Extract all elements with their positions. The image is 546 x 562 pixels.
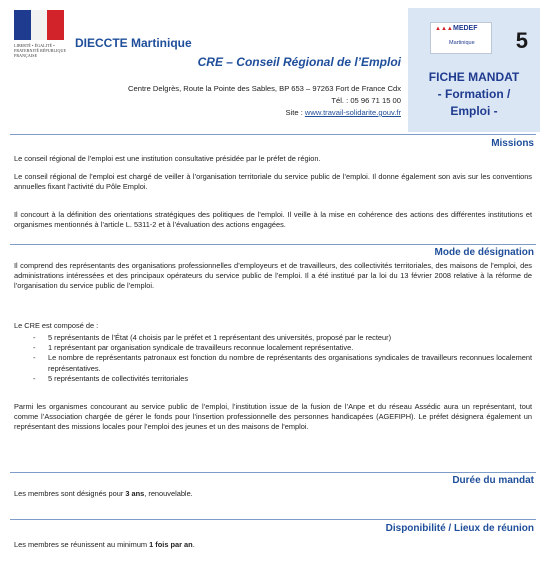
fiche-mandat-box <box>408 8 540 132</box>
section-divider <box>10 134 536 135</box>
list-item <box>14 343 532 353</box>
list-dash: - <box>33 373 36 383</box>
duree-text-start: Les membres sont désignés pour <box>14 489 126 498</box>
site-label: Site : <box>285 108 305 117</box>
designation-title: Mode de désignation <box>434 247 534 258</box>
republique-francaise-logo <box>14 10 68 58</box>
french-flag-icon <box>14 10 64 40</box>
list-item <box>14 333 532 343</box>
contact-block <box>128 83 401 119</box>
list-item-text: Le nombre de représentants patronaux est fonction du nombre de représentants des organisations syndicales de travailleurs reconnues localement représentatives. <box>48 353 532 373</box>
fiche-number: 5 <box>515 28 528 53</box>
logo-caption: LIBERTÉ • ÉGALITÉ • FRATERNITÉ RÉPUBLIQUE FRANÇAISE <box>14 43 66 58</box>
fiche-title-line3: Emploi - <box>450 104 498 118</box>
duree-text <box>14 489 532 499</box>
missions-paragraph-1: Le conseil régional de l’emploi est une institution consultative présidée par le préfet de région. <box>14 154 321 163</box>
list-item-text: 5 représentants de collectivités territoriales <box>48 373 189 383</box>
list-item <box>14 374 532 384</box>
dispo-text-start: Les membres se réunissent au minimum <box>14 540 150 549</box>
list-item-text: 1 représentant par organisation syndicale de travailleurs reconnue localement représentative. <box>48 343 354 353</box>
address-line: Centre Delgrès, Route la Pointe des Sables, BP 653 – 97263 Fort de France Cdx <box>128 84 401 93</box>
composition-intro: Le CRE est composé de : <box>14 321 99 330</box>
site-link[interactable]: www.travail-solidarite.gouv.fr <box>304 108 401 117</box>
dispo-title: Disponibilité / Lieux de réunion <box>385 523 534 534</box>
duree-value: 3 ans <box>125 489 145 498</box>
list-dash: - <box>33 353 36 363</box>
designation-paragraph-1: Il comprend des représentants des organisations professionnelles d’employeurs et de travailleurs, des collectivités territoriales, des maisons de l’emploi, des administrations intéressées et des principaux opérateurs du service public de l’emploi. Il a été institué par la loi du 13 février 2008 relative à la réforme de l’organisation du service public de l’emploi. <box>14 261 532 291</box>
dispo-frequency: 1 fois par an <box>149 540 193 549</box>
list-dash: - <box>33 333 36 342</box>
document-title: CRE – Conseil Régional de l’Emploi <box>197 55 401 69</box>
dispo-text <box>14 540 532 550</box>
medef-region: Martinique <box>449 40 475 46</box>
site-line <box>128 107 401 119</box>
medef-logo <box>430 22 492 54</box>
fiche-title-line1: FICHE MANDAT <box>428 70 520 84</box>
section-divider <box>10 244 536 245</box>
designation-paragraph-2: Parmi les organismes concourant au service public de l’emploi, l’institution issue de la fusion de l’Anpe et du réseau Assédic aura un représentant, tout comme l’Association chargée de gérer le fonds pour l’insertion professionnelle des personnes handicapées (AGEFIPH). Le préfet désignera également un représentant des missions locales pour l’emploi des jeunes et un des maisons de l’emploi. <box>14 402 532 432</box>
section-divider <box>10 472 536 473</box>
missions-paragraph-2: Le conseil régional de l’emploi est chargé de veiller à l’organisation territoriale du service public de l’emploi. Il donne également son avis sur les conventions annuelles fixant l’activité du Pôle Emploi. <box>14 172 532 192</box>
phone-line: Tél. : 05 96 71 15 00 <box>331 96 401 105</box>
duree-title: Durée du mandat <box>452 475 534 486</box>
duree-text-end: , renouvelable. <box>144 489 193 498</box>
list-item-text: 5 représentants de l’État (4 choisis par le préfet et 1 représentant des universités, proposé par le recteur) <box>48 333 392 342</box>
composition-list <box>14 333 532 384</box>
medef-mark-icon: ▲▲▲ <box>435 26 453 32</box>
org-name: DIECCTE Martinique <box>75 36 192 50</box>
missions-title: Missions <box>491 138 534 149</box>
fiche-title-line2: - Formation / <box>437 87 511 101</box>
dispo-text-end: . <box>192 540 195 549</box>
list-item <box>14 353 532 373</box>
medef-name: MEDEF <box>453 25 478 32</box>
section-divider <box>10 519 536 520</box>
missions-paragraph-3: Il concourt à la définition des orientations stratégiques des politiques de l’emploi. Il veille à la mise en cohérence des actions des différentes institutions et organismes mentionnés à l’article L. 5311-2 et à l’évaluation des actions engagées. <box>14 210 532 230</box>
list-dash: - <box>33 343 36 353</box>
